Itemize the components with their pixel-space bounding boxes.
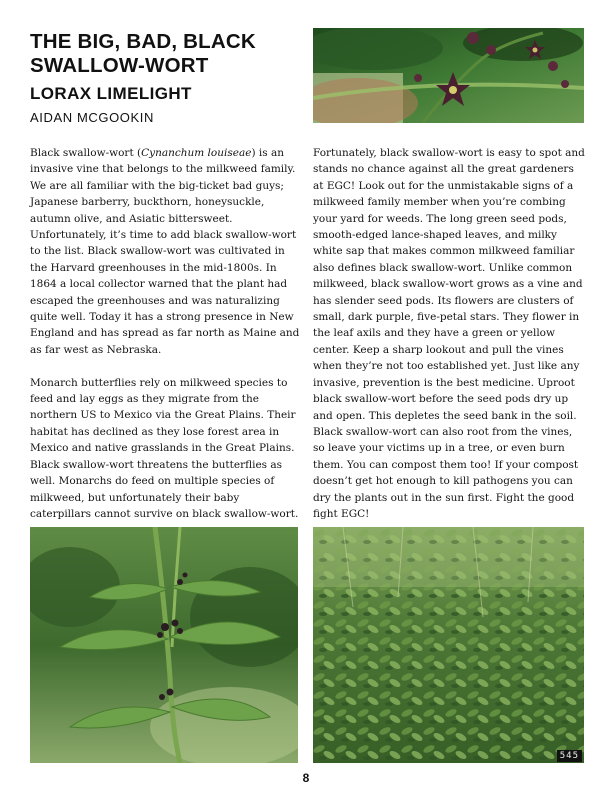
article-subtitle: LORAX LIMELIGHT xyxy=(30,84,192,103)
flower-closeup-photo xyxy=(313,28,584,123)
article-title: THE BIG, BAD, BLACK SWALLOW-WORT xyxy=(30,30,256,77)
monarch-paragraph: Monarch butterflies rely on milkweed species to feed and lay eggs as they migrate from the northern US to Mexico via the Great Plains. Their habitat has declined as they lose forest area in Mexico and native grasslands in the Great Plains. Black swallow-wort threatens the butterflies as well. Monarchs do feed on multiple species of milkweed, but unfortunately their baby caterpillars cannot survive on black swallow-wort. xyxy=(30,376,299,520)
field-infestation-photo xyxy=(313,527,584,763)
article-left-column xyxy=(30,145,302,539)
page-number: 8 xyxy=(302,771,310,785)
intro-text-rest: ) is an invasive vine that belongs to the milkweed family. We are all familiar with the big-ticket bad guys; Japanese barberry, buckthorn, honeysuckle, autumn olive, and Asiatic bittersweet. Unfortunately, it’s time to add black swallow-wort to the list. Black swallow-wort was cultivated in the Harvard greenhouses in the mid-1800s. In 1864 a local collector warned that the plant had escaped the greenhouses and was naturalizing quite well. Today it has a strong presence in New England and has spread as far north as Maine and as far west as Nebraska. xyxy=(30,147,300,356)
author-byline: AIDAN MCGOOKIN xyxy=(30,110,154,125)
intro-text: Black swallow-wort ( xyxy=(30,147,142,159)
photo-stamp: 545 xyxy=(557,750,582,762)
identification-paragraph: Fortunately, black swallow-wort is easy to spot and stands no chance against all the great gardeners at EGC! Look out for the unmistakable signs of a milkweed family member when you’re combing your yard for weeds. The long green seed pods, smooth-edged lance-shaped leaves, and milky white sap that makes common milkweed familiar also defines black swallow-wort. Unlike common milkweed, black swallow-wort grows as a vine and has slender seed pods. Its flowers are clusters of small, dark purple, five-petal stars. They flower in the leaf axils and they have a green or yellow center. Keep a sharp lookout and pull the vines when they’re not too established yet. Just like any invasive, prevention is the best medicine. Uproot black swallow-wort before the seed pods dry up and open. This depletes the seed bank in the soil. Black swallow-wort can also root from the vines, so leave your victims up in a tree, or even burn them. You can compost them too! If your compost doesn’t get hot enough to kill pathogens you can dry the plants out in the sun first. Fight the good fight EGC! xyxy=(313,147,585,520)
species-name: Cynanchum louiseae xyxy=(141,147,252,159)
vine-stem-photo xyxy=(30,527,298,763)
intro-paragraph xyxy=(30,145,302,358)
article-right-column xyxy=(313,145,585,539)
